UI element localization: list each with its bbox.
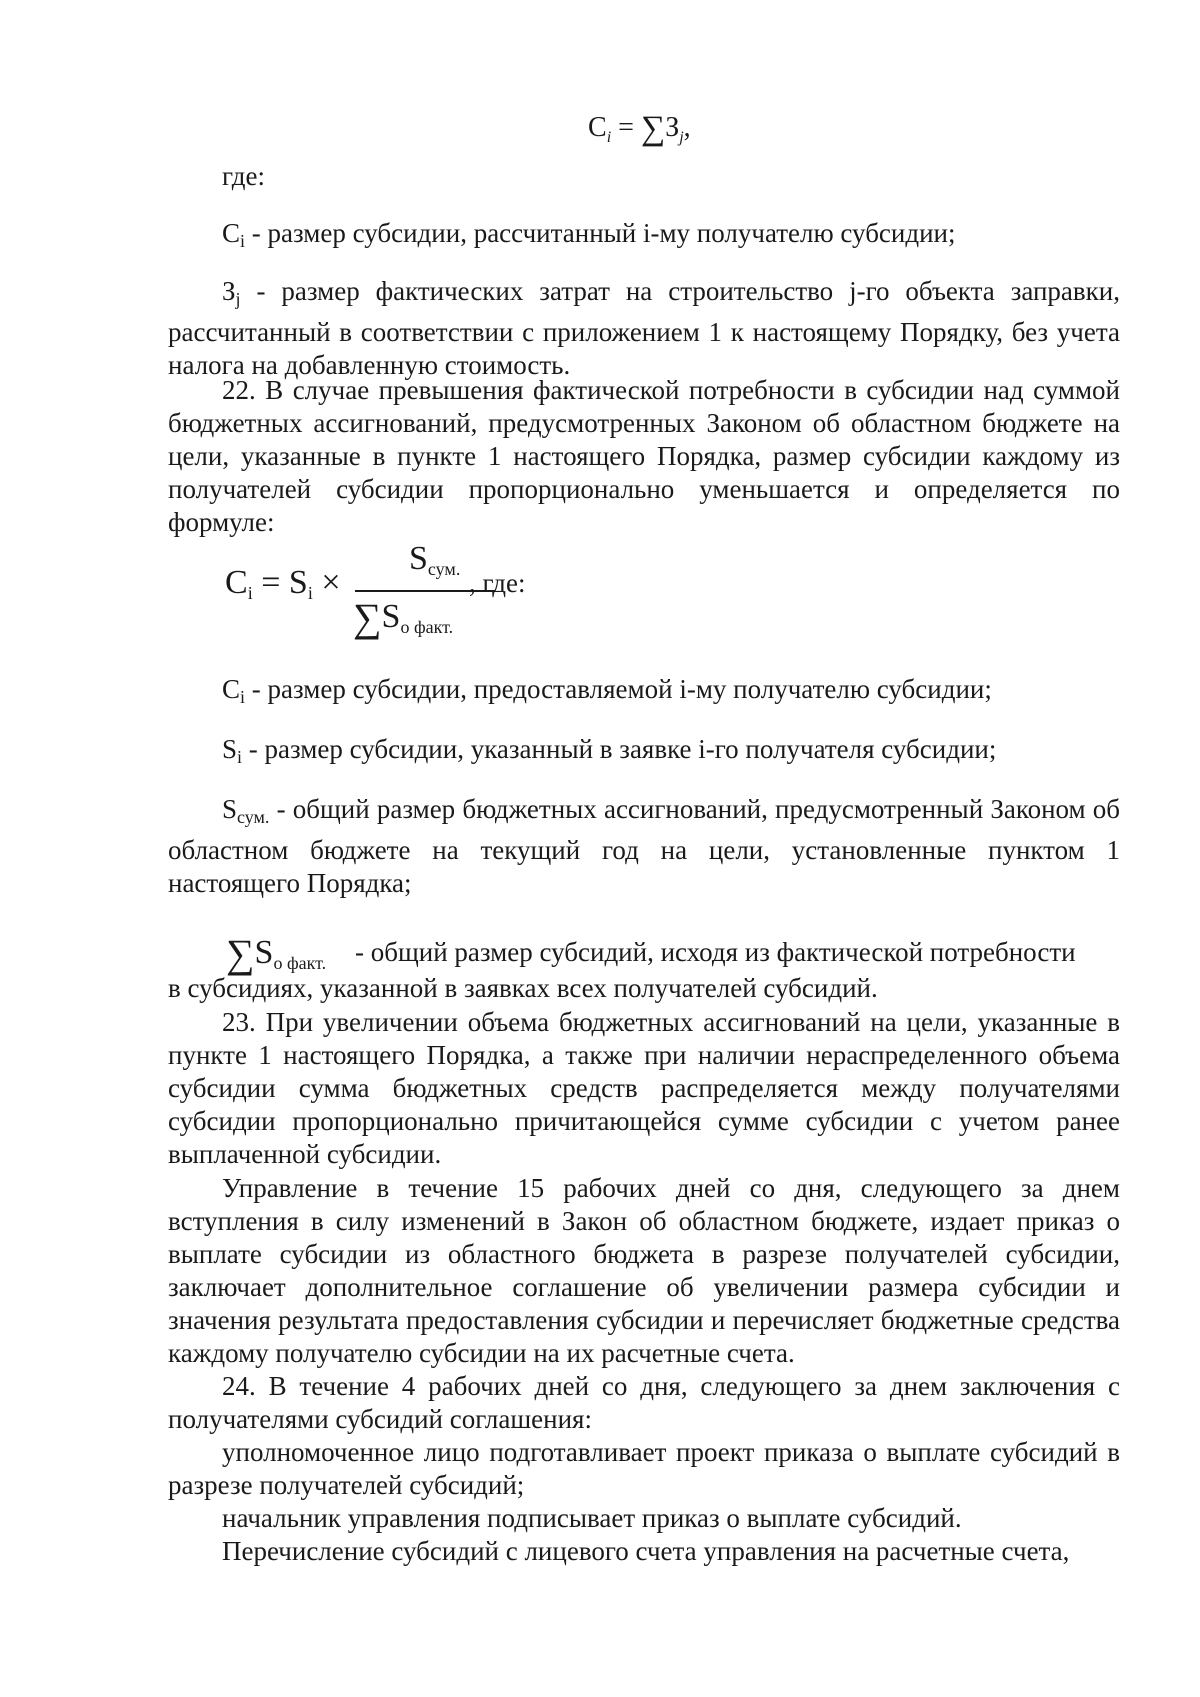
formula1-rhs: З	[665, 112, 680, 143]
paragraph-22: 22. В случае превышения фактической потребности в субсидии над суммой бюджетных ассигнований, предусмотренных Законом об областном бюджете на цели, указанные в пункте 1 настоящего Порядка, размер субсидии каждому из получателей субсидии пропорционально уменьшается и определяется по формуле:	[168, 375, 1120, 537]
def-zj-text: - размер фактических затрат на строительство j-го объекта заправки, рассчитанный в соответствии с приложением 1 к настоящему Порядку, без учета налога на добавленную стоимость.	[168, 276, 1120, 380]
def-ssum-symbol: S	[222, 794, 238, 824]
def-ssum-sub: сум.	[237, 807, 270, 827]
definition-sfact-rest: в субсидиях, указанной в заявках всех получателей субсидий.	[168, 973, 878, 1003]
definition-ci-2	[168, 673, 1120, 714]
def-sfact-sub: о факт.	[273, 953, 327, 973]
definition-sfact-line1: - общий размер субсидий, исходя из фактической потребности	[355, 937, 1076, 967]
formula2-c: C	[225, 564, 248, 601]
definition-ci-1	[168, 217, 1120, 258]
formula2-denominator	[353, 594, 453, 641]
definition-ssum	[168, 793, 1120, 900]
formula1-lhs: C	[588, 112, 607, 143]
paragraph-24-b: начальник управления подписывает приказ о выплате субсидий.	[222, 1503, 962, 1533]
def-zj-sub: j	[235, 289, 241, 309]
formula2-num-sub: сум.	[427, 559, 461, 579]
formula1-sum-sign: ∑	[640, 110, 666, 147]
formula2-s: S	[288, 564, 308, 601]
def-ci-1-sub: i	[240, 231, 246, 251]
def-si-symbol: S	[222, 734, 238, 764]
paragraph-24: 24. В течение 4 рабочих дней со дня, следующего за днем заключения с получателями субсидий соглашения:	[168, 1371, 1120, 1434]
formula1-tail: ,	[683, 112, 691, 143]
formula2-c-sub: i	[247, 583, 253, 603]
def-sfact-s: S	[254, 934, 274, 971]
def-si-sub: i	[237, 747, 243, 767]
paragraph-23: 23. При увеличении объема бюджетных ассигнований на цели, указанные в пункте 1 настоящего Порядка, а также при наличии нераспределенного объема субсидии сумма бюджетных средств распределяется между получателями субсидии пропорционально причитающейся сумме субсидии с учетом ранее выплаченной субсидии.	[168, 1007, 1120, 1169]
where-label: где:	[222, 161, 265, 191]
def-ci-1-symbol: C	[222, 218, 241, 248]
paragraph-24-a: уполномоченное лицо подготавливает проект приказа о выплате субсидий в разрезе получателей субсидий;	[168, 1437, 1120, 1500]
def-si-text: - размер субсидии, указанный в заявке i-го получателя субсидии;	[242, 734, 997, 764]
formula2-eq: =	[252, 564, 289, 601]
def-ci-1-text: - размер субсидии, рассчитанный i-му получателю субсидии;	[245, 218, 956, 248]
definition-sfact-symbol	[226, 930, 326, 977]
def-ci-2-sub: i	[240, 687, 246, 707]
paragraph-perechislenie: Перечисление субсидий с лицевого счета управления на расчетные счета,	[222, 1536, 1070, 1566]
formula2-numerator	[409, 540, 460, 580]
formula2-where: , где:	[469, 568, 526, 598]
formula2-times: ×	[312, 564, 341, 601]
definition-zj	[168, 275, 1120, 382]
formula1-eq: =	[611, 112, 641, 143]
formula2-den-sub: о факт.	[400, 617, 454, 637]
formula2-den-sum-sign: ∑	[353, 595, 382, 640]
formula2-num-symbol: S	[409, 540, 428, 577]
formula1-lhs-sub: i	[606, 129, 612, 146]
formula1-rhs-sub: j	[679, 129, 684, 146]
formula-ci-sum-zj	[588, 110, 691, 148]
formula-ci-proportional	[225, 540, 645, 640]
def-ci-2-text: - размер субсидии, предоставляемой i-му получателю субсидии;	[245, 674, 992, 704]
formula2-s-sub: i	[307, 583, 313, 603]
def-ci-2-symbol: C	[222, 674, 241, 704]
def-zj-symbol: З	[222, 276, 236, 306]
formula2-den-symbol: S	[381, 598, 401, 635]
formula2-lhs	[225, 564, 341, 604]
paragraph-upravlenie: Управление в течение 15 рабочих дней со дня, следующего за днем вступления в силу изменений в Закон об областном бюджете, издает приказ о выплате субсидии из областного бюджета в разрезе получателей субсидии, заключает дополнительное соглашение об увеличении размера субсидии и значения результата предоставления субсидии и перечисляет бюджетные средства каждому получателю субсидии на их расчетные счета.	[168, 1173, 1120, 1368]
def-sfact-sum-sign: ∑	[226, 931, 255, 976]
def-ssum-text: - общий размер бюджетных ассигнований, предусмотренный Законом об областном бюджете на текущий год на цели, установленные пунктом 1 настоящего Порядка;	[168, 794, 1120, 898]
definition-si	[168, 733, 1120, 774]
